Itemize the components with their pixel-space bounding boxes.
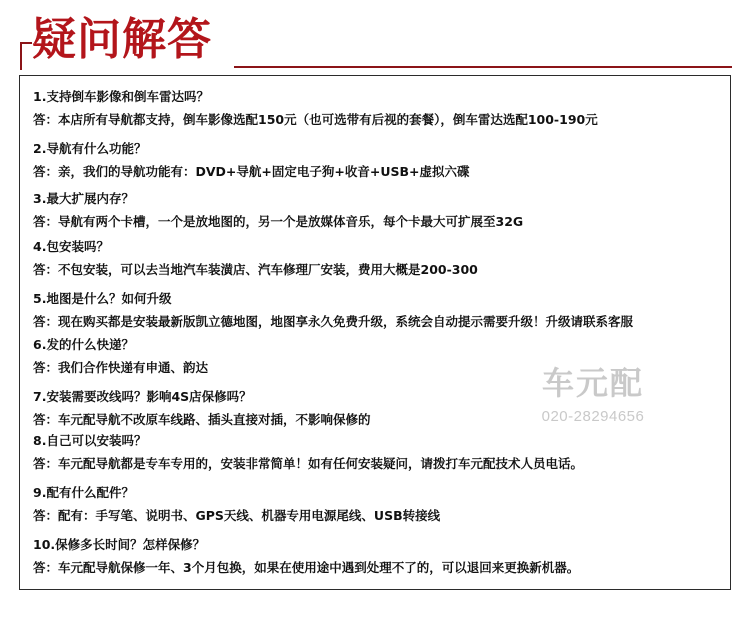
faq-question: 6.发的什么快递？ [33,337,134,352]
faq-item [33,388,371,429]
faq-answer: 答：车元配导航保修一年、3个月包换，如果在使用途中遇到处理不了的，可以退回来更换新机器。 [33,560,580,575]
faq-answer: 答：亲，我们的导航功能有：DVD+导航+固定电子狗+收音+USB+虚拟六碟 [33,164,470,179]
faq-item [33,238,478,279]
page-title: 疑问解答 [32,14,212,65]
faq-item [33,290,633,331]
faq-item [33,432,583,473]
faq-question: 10.保修多长时间？怎样保修？ [33,537,206,552]
faq-item [33,190,523,231]
faq-question: 9.配有什么配件？ [33,485,134,500]
faq-item [33,88,598,129]
faq-panel [19,75,731,590]
faq-answer: 答：导航有两个卡槽，一个是放地图的，另一个是放媒体音乐，每个卡最大可扩展至32G [33,214,524,229]
watermark [528,364,658,426]
faq-answer: 答：车元配导航都是专车专用的，安装非常简单！如有任何安装疑问，请拨打车元配技术人员电话。 [33,456,584,471]
faq-question: 3.最大扩展内存？ [33,191,134,206]
faq-question: 5.地图是什么？如何升级 [33,291,172,306]
watermark-phone: 020-28294656 [541,408,645,425]
faq-answer: 答：我们合作快递有申通、韵达 [33,360,209,375]
watermark-brand: 车元配 [541,364,644,402]
faq-question: 7.安装需要改线吗？影响4S店保修吗？ [33,389,252,404]
faq-item [33,536,579,577]
faq-question: 2.导航有什么功能？ [33,141,147,156]
faq-answer: 答：不包安装，可以去当地汽车装潢店、汽车修理厂安装，费用大概是200-300 [33,262,478,277]
faq-answer: 答：本店所有导航都支持，倒车影像选配150元（也可选带有后视的套餐），倒车雷达选配100-190元 [33,112,598,127]
faq-answer: 答：配有：手写笔、说明书、GPS天线、机器专用电源尾线、USB转接线 [33,508,441,523]
header [0,0,750,74]
faq-question: 4.包安装吗？ [33,239,109,254]
title-divider [234,66,732,68]
faq-item [33,140,469,181]
faq-question: 1.支持倒车影像和倒车雷达吗？ [33,89,209,104]
faq-answer: 答：车元配导航不改原车线路、插头直接对插，不影响保修的 [33,412,371,427]
title-frame-corner [20,42,32,70]
faq-answer: 答：现在购买都是安装最新版凯立德地图，地图享永久免费升级，系统会自动提示需要升级！升级请联系客服 [33,314,634,329]
faq-item [33,336,208,377]
faq-question: 8.自己可以安装吗？ [33,433,147,448]
faq-item [33,484,440,525]
